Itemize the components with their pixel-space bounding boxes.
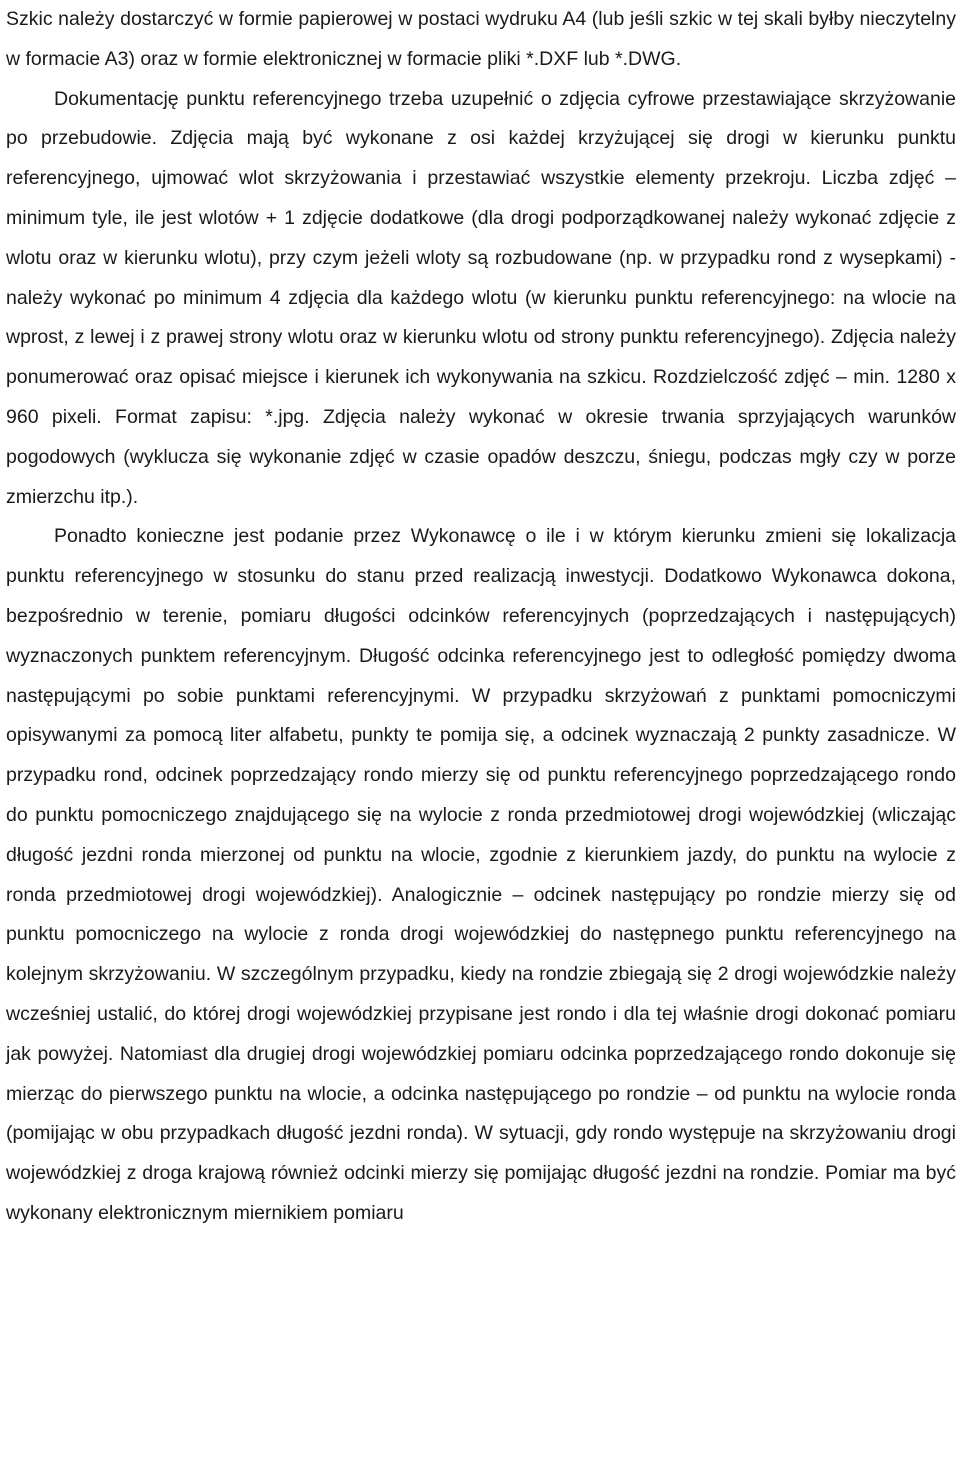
paragraph-sketch-format: Szkic należy dostarczyć w formie papierowej w postaci wydruku A4 (lub jeśli szkic w tej skali byłby nieczytelny w formacie A3) oraz w formie elektronicznej w formacie pliki *.DXF lub *.DWG. [6,8,956,70]
paragraph-photo-documentation: Dokumentację punktu referencyjnego trzeba uzupełnić o zdjęcia cyfrowe przestawiające skrzyżowanie po przebudowie. Zdjęcia mają być wykonane z osi każdej krzyżującej się drogi w kierunku punktu referencyjnego, ujmować wlot skrzyżowania i przestawiać wszystkie elementy przekroju. Liczba zdjęć – minimum tyle, ile jest wlotów + 1 zdjęcie dodatkowe (dla drogi podporządkowanej należy wykonać zdjęcie z wlotu oraz w kierunku wlotu), przy czym jeżeli wloty są rozbudowane (np. w przypadku rond z wysepkami) - należy wykonać po minimum 4 zdjęcia dla każdego wlotu (w kierunku punktu referencyjnego: na wlocie na wprost, z lewej i z prawej strony wlotu oraz w kierunku wlotu od strony punktu referencyjnego). Zdjęcia należy ponumerować oraz opisać miejsce i kierunek ich wykonywania na szkicu. Rozdzielczość zdjęć – min. 1280 x 960 pixeli. Format zapisu: *.jpg. Zdjęcia należy wykonać w okresie trwania sprzyjających warunków pogodowych (wyklucza się wykonanie zdjęć w czasie opadów deszczu, śniegu, podczas mgły czy w porze zmierzchu itp.). [6,87,956,508]
document-page [6,0,956,1234]
paragraph-reference-measurement: Ponadto konieczne jest podanie przez Wykonawcę o ile i w którym kierunku zmieni się lokalizacja punktu referencyjnego w stosunku do stanu przed realizacją inwestycji. Dodatkowo Wykonawca dokona, bezpośrednio w terenie, pomiaru długości odcinków referencyjnych (poprzedzających i następujących) wyznaczonych punktem referencyjnym. Długość odcinka referencyjnego jest to odległość pomiędzy dwoma następującymi po sobie punktami referencyjnymi. W przypadku skrzyżowań z punktami pomocniczymi opisywanymi za pomocą liter alfabetu, punkty te pomija się, a odcinek wyznaczają 2 punkty zasadnicze. W przypadku rond, odcinek poprzedzający rondo mierzy się od punktu referencyjnego poprzedzającego rondo do punktu pomocniczego znajdującego się na wylocie z ronda przedmiotowej drogi wojewódzkiej (wliczając długość jezdni ronda mierzonej od punktu na wlocie, zgodnie z kierunkiem jazdy, do punktu na wylocie z ronda przedmiotowej drogi wojewódzkiej). Analogicznie – odcinek następujący po rondzie mierzy się od punktu pomocniczego na wylocie z ronda drogi wojewódzkiej do następnego punktu referencyjnego na kolejnym skrzyżowaniu. W szczególnym przypadku, kiedy na rondzie zbiegają się 2 drogi wojewódzkie należy wcześniej ustalić, do której drogi wojewódzkiej przypisane jest rondo i dla tej właśnie drogi dokonać pomiaru jak powyżej. Natomiast dla drugiej drogi wojewódzkiej pomiaru odcinka poprzedzającego rondo dokonuje się mierząc do pierwszego punktu na wlocie, a odcinka następującego po rondzie – od punktu na wylocie ronda (pomijając w obu przypadkach długość jezdni ronda). W sytuacji, gdy rondo występuje na skrzyżowaniu drogi wojewódzkiej z droga krajową również odcinki mierzy się pomijając długość jezdni na rondzie. Pomiar ma być wykonany elektronicznym miernikiem pomiaru [6,525,956,1224]
